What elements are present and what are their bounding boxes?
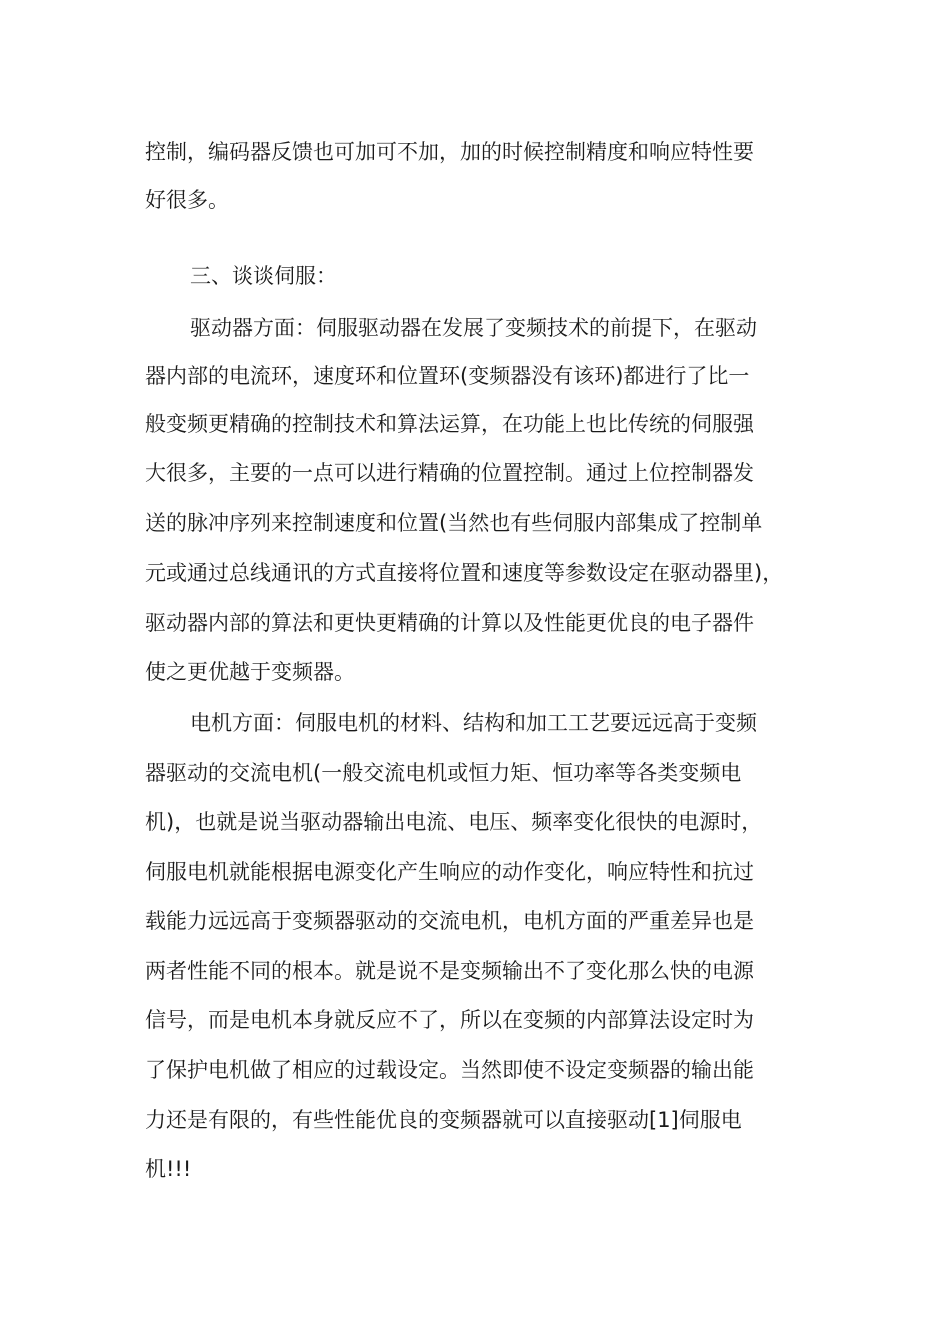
paragraph-line: 好很多。 (145, 188, 229, 212)
section-heading: 三、谈谈伺服： (190, 264, 337, 288)
paragraph-line: 控制，编码器反馈也可加可不加，加的时候控制精度和响应特性要 (145, 140, 754, 164)
paragraph-line: 大很多，主要的一点可以进行精确的位置控制。通过上位控制器发 (145, 461, 754, 485)
paragraph-line: 两者性能不同的根本。就是说不是变频输出不了变化那么快的电源 (145, 959, 754, 983)
paragraph-line: 器内部的电流环，速度环和位置环(变频器没有该环)都进行了比一 (145, 364, 750, 388)
paragraph-line: 电机方面：伺服电机的材料、结构和加工工艺要远远高于变频 (190, 711, 757, 735)
paragraph-line: 驱动器方面：伺服驱动器在发展了变频技术的前提下，在驱动 (190, 316, 757, 340)
paragraph-line: 送的脉冲序列来控制速度和位置(当然也有些伺服内部集成了控制单 (145, 511, 763, 535)
paragraph-line: 器驱动的交流电机(一般交流电机或恒力矩、恒功率等各类变频电 (145, 761, 742, 785)
paragraph-line: 般变频更精确的控制技术和算法运算，在功能上也比传统的伺服强 (145, 412, 754, 436)
paragraph-line: 驱动器内部的算法和更快更精确的计算以及性能更优良的电子器件 (145, 611, 754, 635)
paragraph-line: 伺服电机就能根据电源变化产生响应的动作变化，响应特性和抗过 (145, 860, 754, 884)
paragraph-line: 信号，而是电机本身就反应不了，所以在变频的内部算法设定时为 (145, 1008, 754, 1032)
paragraph-line: 使之更优越于变频器。 (145, 660, 355, 684)
paragraph-line: 元或通过总线通讯的方式直接将位置和速度等参数设定在驱动器里)， (145, 561, 784, 585)
paragraph-line: 机)，也就是说当驱动器输出电流、电压、频率变化很快的电源时， (145, 810, 763, 834)
paragraph-line: 力还是有限的，有些性能优良的变频器就可以直接驱动[1]伺服电 (145, 1108, 742, 1132)
paragraph-line: 机!!! (145, 1157, 192, 1181)
paragraph-line: 载能力远远高于变频器驱动的交流电机，电机方面的严重差异也是 (145, 909, 754, 933)
paragraph-line: 了保护电机做了相应的过载设定。当然即使不设定变频器的输出能 (145, 1058, 754, 1082)
